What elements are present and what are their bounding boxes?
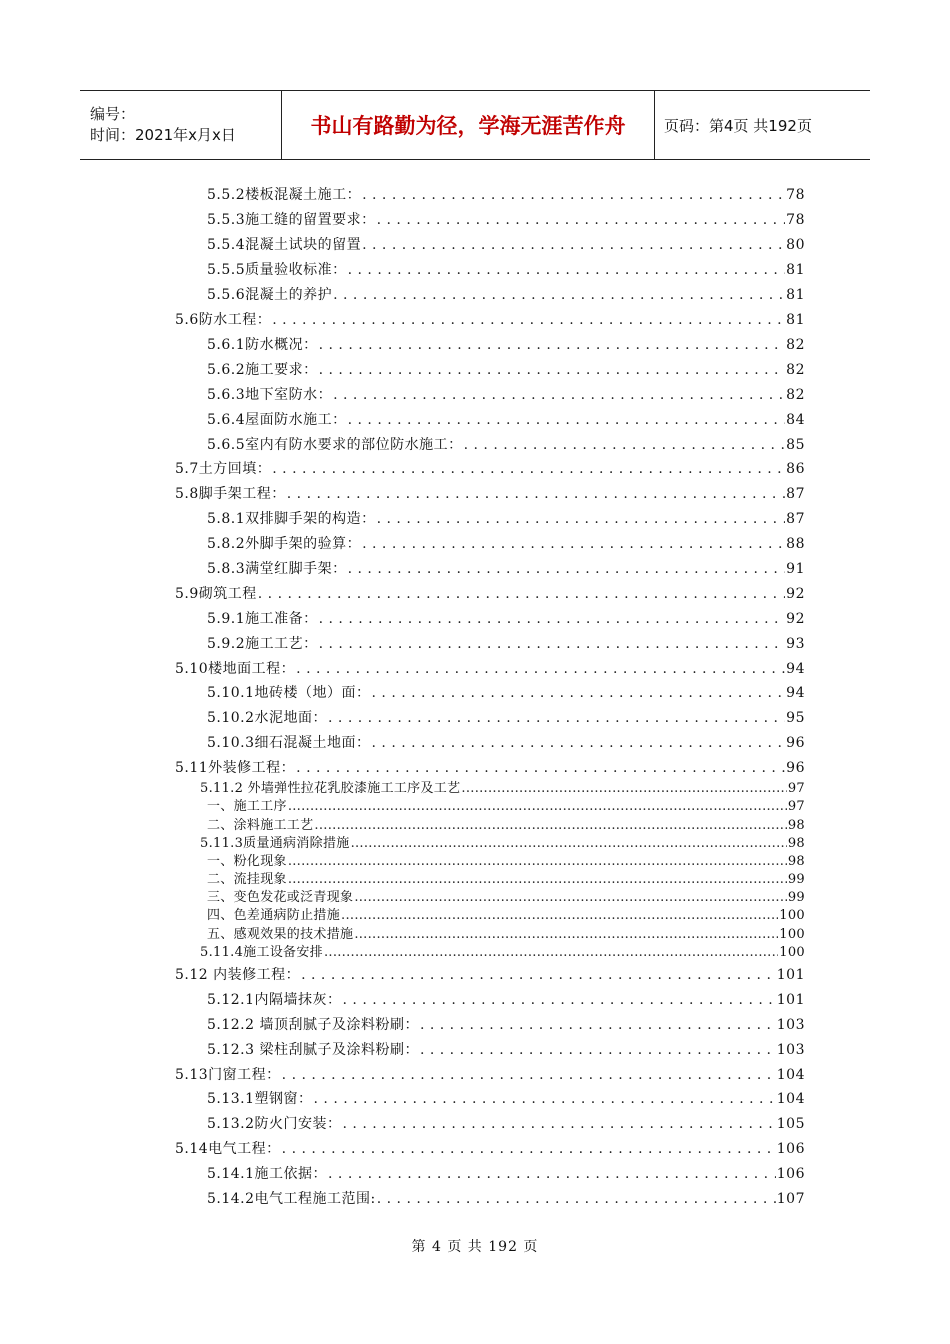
toc-dot-leader bbox=[377, 208, 786, 233]
toc-entry-title: 5.7土方回填： bbox=[175, 461, 272, 477]
toc-entry-page: 94 bbox=[786, 685, 805, 701]
toc-entry-page: 92 bbox=[786, 611, 805, 627]
toc-dot-leader bbox=[287, 482, 785, 507]
toc-entry-page: 85 bbox=[786, 437, 805, 453]
toc-entry-title: 5.11.3质量通病消除措施 bbox=[200, 836, 350, 851]
toc-entry[interactable] bbox=[207, 817, 805, 835]
toc-entry-title: 5.8.3满堂红脚手架： bbox=[207, 561, 347, 577]
toc-entry-page: 101 bbox=[776, 992, 805, 1008]
toc-entry[interactable] bbox=[207, 183, 805, 208]
toc-entry[interactable] bbox=[207, 532, 805, 557]
toc-entry[interactable] bbox=[207, 1112, 805, 1137]
toc-dot-leader bbox=[319, 632, 786, 657]
toc-dot-leader bbox=[288, 871, 787, 889]
toc-entry-title: 5.14.1施工依据： bbox=[207, 1166, 328, 1182]
toc-entry-page: 97 bbox=[787, 781, 805, 796]
header-page-info: 页码：第4页 共192页 bbox=[664, 116, 812, 135]
toc-entry[interactable] bbox=[207, 507, 805, 532]
toc-entry[interactable] bbox=[207, 333, 805, 358]
toc-dot-leader bbox=[372, 731, 786, 756]
toc-entry-title: 5.9.1施工准备： bbox=[207, 611, 318, 627]
toc-entry-page: 106 bbox=[776, 1166, 805, 1182]
toc-dot-leader bbox=[282, 1137, 776, 1162]
toc-entry-page: 96 bbox=[786, 760, 805, 776]
page-footer: 第 4 页 共 192 页 bbox=[411, 1239, 539, 1255]
toc-entry-page: 99 bbox=[787, 890, 805, 905]
toc-entry-page: 106 bbox=[776, 1141, 805, 1157]
toc-entry-page: 101 bbox=[776, 967, 805, 983]
toc-entry-page: 97 bbox=[787, 799, 805, 814]
toc-entry-title: 5.9.2施工工艺： bbox=[207, 636, 318, 652]
toc-entry[interactable] bbox=[207, 988, 805, 1013]
toc-entry[interactable] bbox=[207, 871, 805, 889]
toc-entry[interactable] bbox=[207, 1162, 805, 1187]
toc-entry[interactable] bbox=[207, 1013, 805, 1038]
toc-dot-leader bbox=[420, 1038, 776, 1063]
toc-dot-leader bbox=[319, 358, 786, 383]
toc-dot-leader bbox=[328, 706, 785, 731]
toc-entry-page: 82 bbox=[786, 337, 805, 353]
toc-entry-page: 103 bbox=[776, 1017, 805, 1033]
toc-entry-page: 82 bbox=[786, 362, 805, 378]
toc-entry-page: 100 bbox=[779, 927, 805, 942]
toc-dot-leader bbox=[362, 233, 785, 258]
toc-entry[interactable] bbox=[175, 482, 805, 507]
toc-entry[interactable] bbox=[207, 557, 805, 582]
toc-entry-title: 5.13.2防火门安装： bbox=[207, 1116, 342, 1132]
toc-entry-page: 98 bbox=[787, 818, 805, 833]
toc-entry[interactable] bbox=[175, 582, 805, 607]
toc-dot-leader bbox=[348, 258, 786, 283]
toc-entry[interactable] bbox=[200, 780, 805, 798]
toc-entry[interactable] bbox=[207, 853, 805, 871]
toc-dot-leader bbox=[288, 853, 787, 871]
header-motto: 书山有路勤为径，学海无涯苦作舟 bbox=[282, 91, 655, 159]
toc-entry-title: 五、感观效果的技术措施 bbox=[207, 927, 354, 942]
toc-entry-title: 5.6.3地下室防水： bbox=[207, 387, 333, 403]
toc-entry-title: 5.6.5室内有防水要求的部位防水施工： bbox=[207, 437, 463, 453]
toc-entry-page: 105 bbox=[776, 1116, 805, 1132]
toc-entry-page: 95 bbox=[786, 710, 805, 726]
toc-dot-leader bbox=[324, 944, 778, 962]
toc-entry[interactable] bbox=[207, 907, 805, 925]
toc-entry-page: 91 bbox=[786, 561, 805, 577]
toc-dot-leader bbox=[377, 507, 786, 532]
toc-entry-title: 5.8.1双排脚手架的构造： bbox=[207, 511, 376, 527]
toc-entry[interactable] bbox=[207, 1187, 805, 1212]
toc-dot-leader bbox=[314, 817, 786, 835]
toc-entry-title: 5.10.3细石混凝土地面： bbox=[207, 735, 371, 751]
toc-entry[interactable] bbox=[175, 963, 805, 988]
toc-entry-title: 5.8脚手架工程： bbox=[175, 486, 286, 502]
toc-entry-page: 96 bbox=[786, 735, 805, 751]
toc-entry[interactable] bbox=[207, 607, 805, 632]
toc-entry-title: 5.10.2水泥地面： bbox=[207, 710, 328, 726]
toc-entry-page: 100 bbox=[779, 908, 805, 923]
toc-entry[interactable] bbox=[207, 1038, 805, 1063]
toc-entry[interactable] bbox=[207, 433, 805, 458]
toc-dot-leader bbox=[348, 408, 786, 433]
toc-entry[interactable] bbox=[207, 889, 805, 907]
toc-entry-page: 87 bbox=[786, 511, 805, 527]
toc-entry-title: 5.8.2外脚手架的验算： bbox=[207, 536, 362, 552]
toc-entry-page: 100 bbox=[779, 945, 805, 960]
toc-dot-leader bbox=[319, 333, 786, 358]
toc-entry[interactable] bbox=[207, 681, 805, 706]
toc-entry-title: 5.12.3 梁柱刮腻子及涂料粉刷： bbox=[207, 1042, 419, 1058]
toc-entry-title: 5.14电气工程： bbox=[175, 1141, 281, 1157]
toc-entry-title: 5.12 内装修工程： bbox=[175, 967, 301, 983]
toc-entry-title: 5.12.1内隔墙抹灰： bbox=[207, 992, 342, 1008]
toc-entry-page: 93 bbox=[786, 636, 805, 652]
toc-entry-page: 103 bbox=[776, 1042, 805, 1058]
toc-entry[interactable] bbox=[200, 944, 805, 962]
toc-dot-leader bbox=[333, 383, 785, 408]
toc-entry-title: 5.11.4施工设备安排 bbox=[200, 945, 323, 960]
toc-dot-leader bbox=[351, 835, 787, 853]
toc-entry[interactable] bbox=[207, 798, 805, 816]
toc-entry[interactable] bbox=[207, 233, 805, 258]
toc-entry-title: 5.5.5质量验收标准： bbox=[207, 262, 347, 278]
toc-entry[interactable] bbox=[175, 1063, 805, 1088]
toc-dot-leader bbox=[343, 988, 776, 1013]
toc-entry-page: 104 bbox=[776, 1091, 805, 1107]
toc-entry[interactable] bbox=[175, 308, 805, 333]
toc-dot-leader bbox=[296, 756, 785, 781]
toc-entry-title: 一、粉化现象 bbox=[207, 854, 287, 869]
toc-entry-title: 5.6.1防水概况： bbox=[207, 337, 318, 353]
toc-entry-page: 98 bbox=[787, 854, 805, 869]
toc-dot-leader bbox=[282, 1063, 776, 1088]
toc-entry-title: 5.5.3施工缝的留置要求： bbox=[207, 212, 376, 228]
toc-dot-leader bbox=[461, 780, 786, 798]
toc-entry[interactable] bbox=[175, 756, 805, 781]
toc-entry-page: 87 bbox=[786, 486, 805, 502]
toc-entry[interactable] bbox=[175, 1137, 805, 1162]
toc-entry-title: 二、涂料施工工艺 bbox=[207, 818, 314, 833]
toc-entry[interactable] bbox=[175, 457, 805, 482]
toc-entry-page: 81 bbox=[786, 262, 805, 278]
toc-dot-leader bbox=[296, 657, 785, 682]
toc-entry[interactable] bbox=[207, 731, 805, 756]
toc-dot-leader bbox=[272, 457, 785, 482]
toc-entry-page: 81 bbox=[786, 312, 805, 328]
toc-entry-title: 5.10.1地砖楼（地）面： bbox=[207, 685, 371, 701]
toc-entry[interactable] bbox=[175, 657, 805, 682]
toc-dot-leader bbox=[464, 433, 786, 458]
toc-entry-page: 99 bbox=[787, 872, 805, 887]
toc-dot-leader bbox=[301, 963, 776, 988]
toc-entry[interactable] bbox=[207, 1087, 805, 1112]
toc-dot-leader bbox=[362, 532, 785, 557]
toc-entry-title: 一、施工工序 bbox=[207, 799, 287, 814]
toc-dot-leader bbox=[314, 1087, 776, 1112]
toc-entry-title: 5.11外装修工程： bbox=[175, 760, 296, 776]
toc-entry-page: 78 bbox=[786, 187, 805, 203]
toc-entry-title: 四、色差通病防止措施 bbox=[207, 908, 341, 923]
toc-entry[interactable] bbox=[207, 408, 805, 433]
toc-entry-title: 5.11.2 外墙弹性拉花乳胶漆施工工序及工艺 bbox=[200, 781, 461, 796]
toc-dot-leader bbox=[354, 889, 787, 907]
toc-entry-page: 104 bbox=[776, 1067, 805, 1083]
toc-entry[interactable] bbox=[207, 208, 805, 233]
toc-dot-leader bbox=[288, 798, 787, 816]
toc-entry-page: 82 bbox=[786, 387, 805, 403]
toc-dot-leader bbox=[319, 607, 786, 632]
toc-entry-title: 5.6.4屋面防水施工： bbox=[207, 412, 347, 428]
toc-entry[interactable] bbox=[207, 632, 805, 657]
toc-dot-leader bbox=[372, 681, 786, 706]
toc-entry-title: 二、流挂现象 bbox=[207, 872, 287, 887]
toc-entry[interactable] bbox=[207, 926, 805, 944]
toc-entry-title: 5.6.2施工要求： bbox=[207, 362, 318, 378]
toc-dot-leader bbox=[348, 557, 786, 582]
toc-entry-page: 107 bbox=[776, 1191, 805, 1207]
document-number-label: 编号： bbox=[90, 105, 136, 123]
toc-dot-leader bbox=[377, 1187, 776, 1212]
header-meta bbox=[80, 91, 282, 159]
toc-entry-title: 三、变色发花或泛青现象 bbox=[207, 890, 354, 905]
toc-entry-title: 5.13门窗工程： bbox=[175, 1067, 281, 1083]
toc-dot-leader bbox=[354, 926, 778, 944]
toc-entry[interactable] bbox=[200, 835, 805, 853]
page-header bbox=[80, 90, 870, 160]
toc-entry-page: 81 bbox=[786, 287, 805, 303]
toc-dot-leader bbox=[333, 283, 785, 308]
toc-dot-leader bbox=[272, 308, 785, 333]
toc-entry-title: 5.13.1塑钢窗： bbox=[207, 1091, 313, 1107]
toc-entry-title: 5.5.4混凝土试块的留置 bbox=[207, 237, 362, 253]
toc-entry-page: 80 bbox=[786, 237, 805, 253]
toc-entry-title: 5.5.2楼板混凝土施工： bbox=[207, 187, 362, 203]
toc-entry[interactable] bbox=[207, 706, 805, 731]
toc-entry-page: 86 bbox=[786, 461, 805, 477]
toc-dot-leader bbox=[343, 1112, 776, 1137]
toc-dot-leader bbox=[420, 1013, 776, 1038]
document-time-label: 时间：2021年x月x日 bbox=[90, 126, 236, 144]
toc-dot-leader bbox=[328, 1162, 776, 1187]
toc-entry-title: 5.6防水工程： bbox=[175, 312, 272, 328]
toc-entry-title: 5.12.2 墙顶刮腻子及涂料粉刷： bbox=[207, 1017, 419, 1033]
toc-entry-page: 98 bbox=[787, 836, 805, 851]
toc-entry[interactable] bbox=[207, 358, 805, 383]
toc-dot-leader bbox=[362, 183, 785, 208]
toc-entry-page: 92 bbox=[786, 586, 805, 602]
toc-entry-page: 84 bbox=[786, 412, 805, 428]
toc-dot-leader bbox=[341, 907, 778, 925]
toc-entry-title: 5.5.6混凝土的养护 bbox=[207, 287, 333, 303]
toc-entry-page: 88 bbox=[786, 536, 805, 552]
toc-entry[interactable] bbox=[207, 283, 805, 308]
toc-entry-title: 5.14.2电气工程施工范围: bbox=[207, 1191, 376, 1207]
toc-entry[interactable] bbox=[207, 258, 805, 283]
toc-entry[interactable] bbox=[207, 383, 805, 408]
toc-entry-title: 5.9砌筑工程 bbox=[175, 586, 257, 602]
toc-dot-leader bbox=[258, 582, 785, 607]
toc-entry-page: 78 bbox=[786, 212, 805, 228]
toc-entry-page: 94 bbox=[786, 661, 805, 677]
toc-entry-title: 5.10楼地面工程： bbox=[175, 661, 296, 677]
